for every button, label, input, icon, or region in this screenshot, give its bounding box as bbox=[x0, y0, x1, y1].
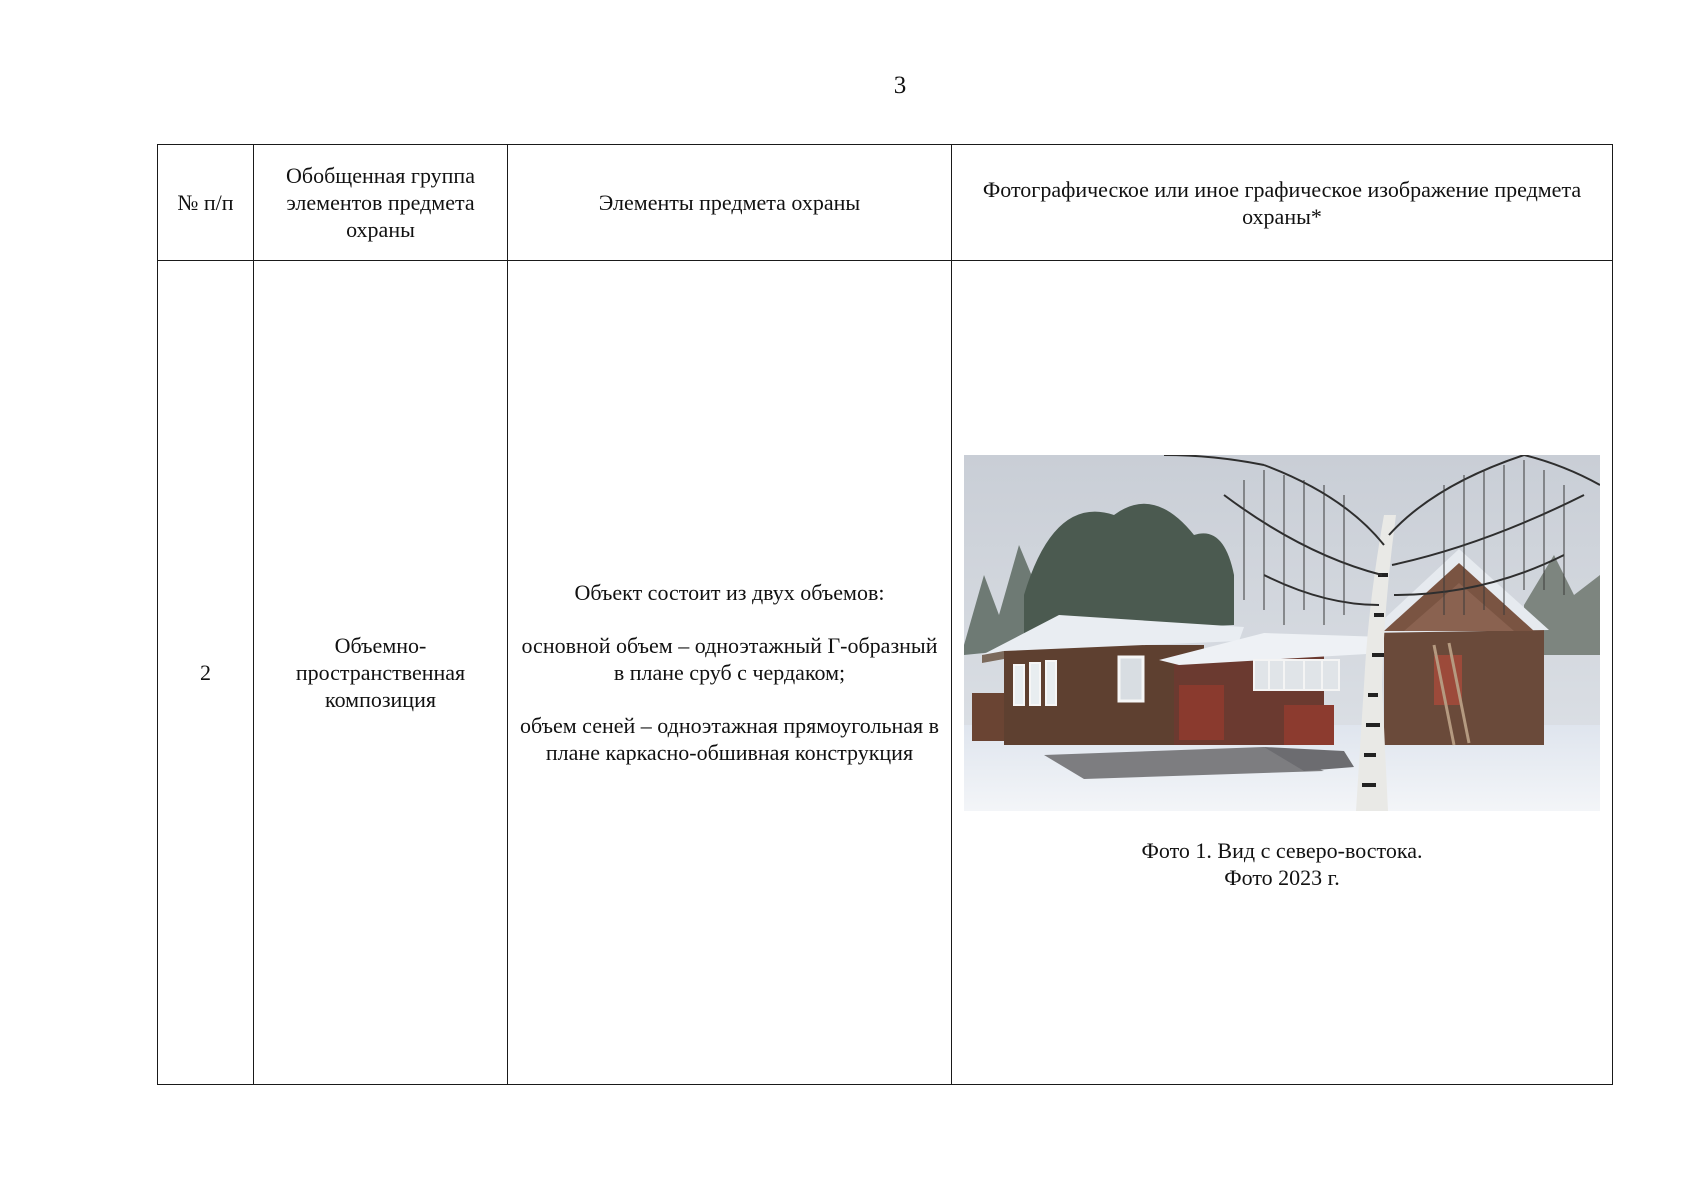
row-elements bbox=[508, 261, 952, 1085]
row-photo bbox=[952, 261, 1613, 1085]
elements-item-entrance-volume: объем сеней – одноэтажная прямоугольная в плане каркасно-обшивная конструкция bbox=[519, 713, 940, 765]
photo-caption bbox=[958, 837, 1606, 891]
row-group: Объемно-пространственная композиция bbox=[254, 261, 508, 1085]
table-row bbox=[158, 261, 1613, 1085]
header-group: Обобщенная группа элементов предмета охраны bbox=[254, 145, 508, 261]
table-header-row bbox=[158, 145, 1613, 261]
elements-intro: Объект состоит из двух объемов: bbox=[574, 580, 885, 605]
header-photo: Фотографическое или иное графическое изображение предмета охраны* bbox=[952, 145, 1613, 261]
row-number: 2 bbox=[158, 261, 254, 1085]
header-number: № п/п bbox=[158, 145, 254, 261]
page-number: 3 bbox=[893, 72, 907, 99]
protection-subject-table bbox=[157, 144, 1613, 1085]
elements-item-main-volume: основной объем – одноэтажный Г-образный в плане сруб с чердаком; bbox=[521, 633, 938, 685]
photo-caption-line-2: Фото 2023 г. bbox=[1224, 864, 1340, 890]
photo-caption-line-1: Фото 1. Вид с северо-востока. bbox=[1141, 837, 1423, 863]
header-elements: Элементы предмета охраны bbox=[508, 145, 952, 261]
house-photo bbox=[964, 455, 1600, 811]
